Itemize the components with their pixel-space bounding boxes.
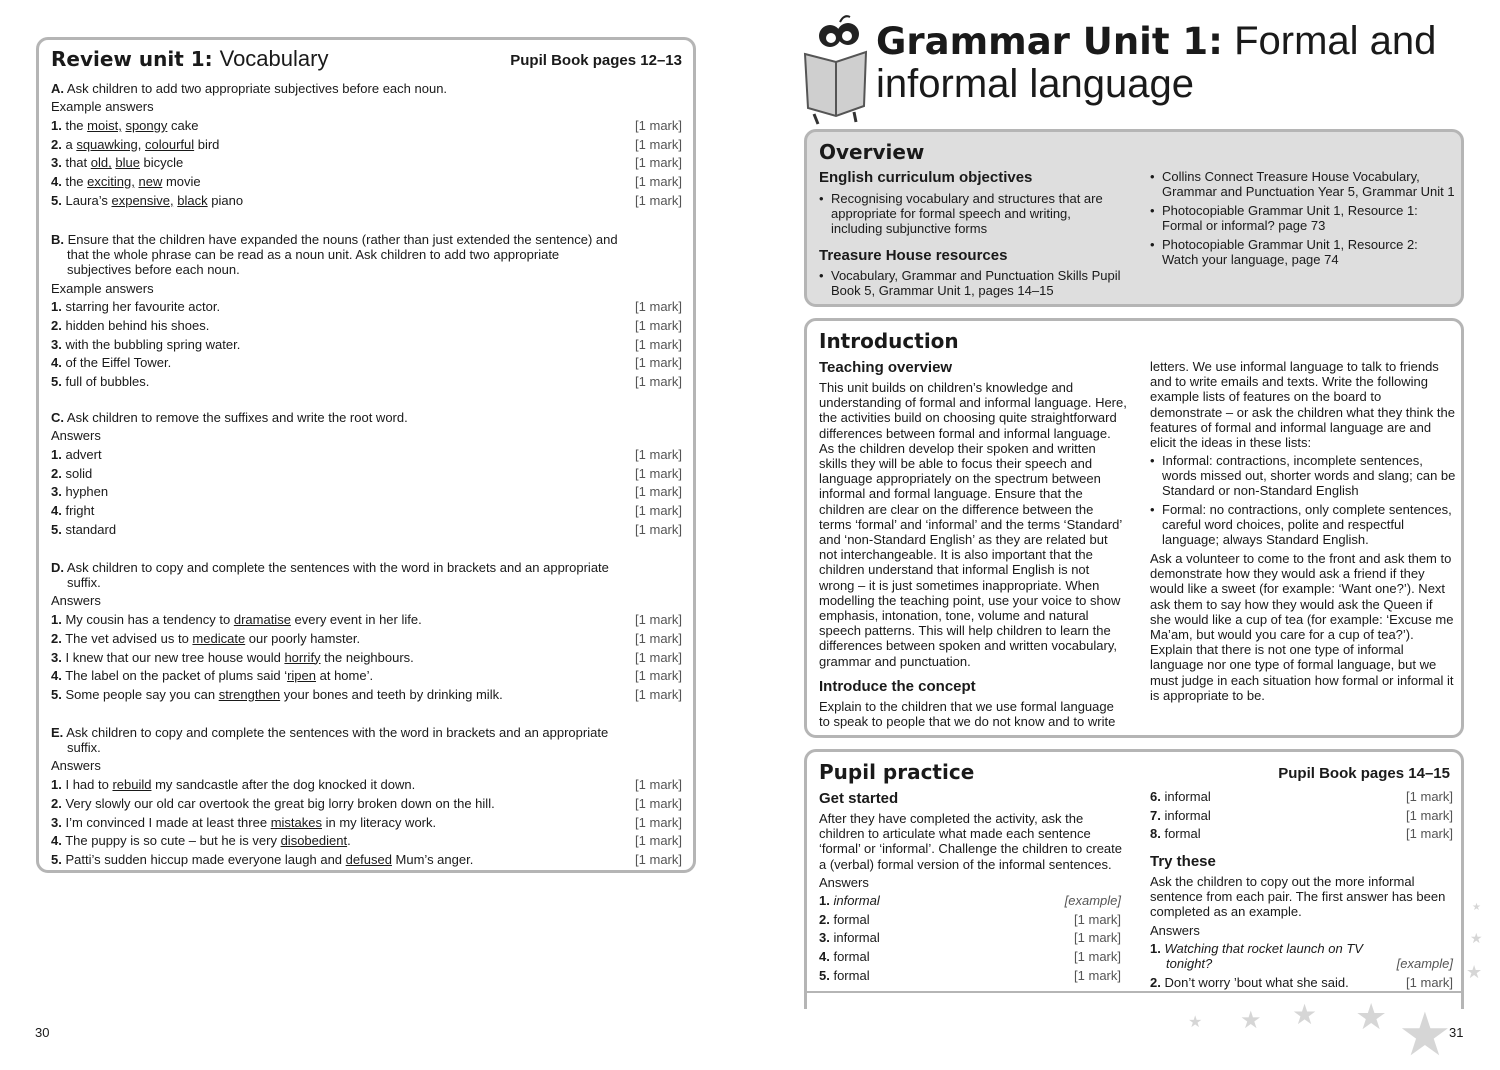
mark-label: [1 mark]: [1406, 826, 1453, 842]
answer-row: 1. advert: [51, 446, 102, 462]
mark-label: [1 mark]: [635, 465, 682, 481]
mark-label: [1 mark]: [635, 686, 682, 702]
answer-row: 4. The label on the packet of plums said ‘ripen at home’.: [51, 668, 374, 684]
practice-answer-row: 4. formal: [819, 949, 870, 965]
answer-row: 3. with the bubbling spring water.: [51, 336, 241, 352]
practice-answer-row: 1. informal: [819, 893, 880, 908]
answer-row: 1. starring her favourite actor.: [51, 299, 221, 315]
mark-label: [1 mark]: [1406, 789, 1453, 804]
answer-row: 2. solid: [51, 465, 93, 481]
review-pages: Pupil Book pages 12–13: [510, 52, 682, 69]
answer-row: 4. the exciting, new movie: [51, 174, 201, 189]
mark-label: [1 mark]: [635, 814, 682, 830]
mark-label: [1 mark]: [635, 136, 682, 152]
try-answers-label: Answers: [1150, 923, 1200, 938]
answer-row: 2. a squawking, colourful bird: [51, 136, 220, 152]
answer-row: 4. The puppy is so cute – but he is very disobedient.: [51, 833, 351, 849]
intro-right-text-2: Ask a volunteer to come to the front and ask them to demonstrate how they would ask a friend if they would like a sweet (for example: ‘Want one?’). Next ask them to say how they would ask the Queen if she would like a cup of tea (for example: ‘Excuse me Ma’am, but would you care for a cup of tea?’). Explain that there is not one type of informal language nor one type of formal language, but we must judge in each situation how formal or informal it is appropriate to be.: [1150, 551, 1454, 703]
resource-bullet-1: • Collins Connect Treasure House Vocabulary, Grammar and Punctuation Year 5, Grammar Unit 1: [1150, 169, 1455, 199]
page-number-left: 30: [35, 1025, 50, 1040]
resource-bullet-2: • Photocopiable Grammar Unit 1, Resource 1: Formal or informal? page 73: [1150, 203, 1455, 233]
objective-item: • Recognising vocabulary and structures that are appropriate for formal speech and writing, including subjunctive forms: [819, 191, 1119, 237]
pupil-practice-box: [804, 749, 1464, 1009]
mark-label: [1 mark]: [635, 355, 682, 371]
introduce-concept-text: Explain to the children that we use formal language to speak to people that we do not know and to write: [819, 699, 1116, 730]
mark-label: [1 mark]: [1406, 807, 1453, 823]
mark-label: [1 mark]: [1406, 975, 1453, 990]
get-started-text: After they have completed the activity, ask the children to articulate what made each sentence ‘formal’ or ‘informal’. Challenge the children to create a (verbal) formal version of the informal sentences.: [819, 811, 1122, 872]
introduce-concept-heading: Introduce the concept: [819, 678, 976, 695]
practice-answer-row: 2. formal: [819, 911, 870, 927]
mark-label: [1 mark]: [635, 777, 682, 793]
mark-label: [1 mark]: [635, 446, 682, 462]
mark-label: [1 mark]: [1074, 930, 1121, 946]
answers-label: Example answers: [51, 99, 154, 115]
star-icon: ★: [1472, 902, 1481, 913]
try-answer-row: 2. Don’t worry ’bout what she said.: [1150, 975, 1349, 990]
answer-row: 5. full of bubbles.: [51, 374, 150, 390]
formal-features-bullet: • Formal: no contractions, only complete sentences, careful word choices, polite and respectful language; always Standard English.: [1150, 502, 1457, 548]
introduction-box: [804, 318, 1464, 738]
page-number-right: 31: [1449, 1025, 1464, 1040]
answer-row: 3. that old, blue bicycle: [51, 155, 184, 171]
answer-row: 1. I had to rebuild my sandcastle after the dog knocked it down.: [51, 777, 416, 793]
answer-row: 3. I’m convinced I made at least three mistakes in my literacy work.: [51, 814, 437, 830]
answer-row: 2. hidden behind his shoes.: [51, 318, 210, 333]
practice-answer-row: 3. informal: [819, 930, 880, 946]
answer-row: 5. Some people say you can strengthen your bones and teeth by drinking milk.: [51, 686, 503, 702]
mark-label: [1 mark]: [635, 503, 682, 518]
mark-label: [1 mark]: [635, 851, 682, 867]
instruction-a: A. Ask children to add two appropriate subjectives before each noun.: [51, 81, 448, 96]
answers-label: Answers: [819, 875, 869, 890]
page-cut-line: [804, 991, 1464, 993]
answer-row: 5. standard: [51, 521, 117, 537]
pupil-practice-pages: Pupil Book pages 14–15: [1278, 765, 1450, 782]
star-icon: ★: [1355, 996, 1388, 1037]
mark-label: [1 mark]: [635, 318, 682, 333]
try-these-heading: Try these: [1150, 853, 1216, 870]
mark-label: [1 mark]: [635, 668, 682, 684]
objectives-heading: English curriculum objectives: [819, 169, 1033, 186]
mark-label: [1 mark]: [635, 795, 682, 811]
mark-label: [example]: [1396, 956, 1453, 971]
star-icon: ★: [1188, 1014, 1203, 1031]
reading-mascot-icon: [800, 14, 872, 126]
mark-label: [1 mark]: [635, 155, 682, 171]
answer-row: 1. the moist, spongy cake: [51, 117, 199, 133]
star-icon: ★: [1470, 930, 1483, 946]
answers-label: Example answers: [51, 280, 154, 296]
answers-label: Answers: [51, 428, 101, 444]
try-these-text: Ask the children to copy out the more informal sentence from each pair. The first answer has been completed as an example.: [1150, 874, 1446, 920]
mark-label: [1 mark]: [1074, 967, 1121, 983]
intro-right-text-1: letters. We use informal language to talk to friends and to write emails and texts. Write the following example lists of features on the board to demonstrate – or ask the children what they think the features of formal and informal language are and elicit the ideas in these lists:: [1150, 359, 1455, 451]
resources-heading: Treasure House resources: [819, 247, 1008, 264]
review-title: Review unit 1: Vocabulary: [51, 46, 329, 71]
overview-box: [804, 129, 1464, 307]
star-icon: ★: [1398, 1001, 1452, 1068]
mark-label: [1 mark]: [635, 833, 682, 849]
mark-label: [example]: [1064, 893, 1121, 908]
teaching-overview-text: This unit builds on children’s knowledge and understanding of formal and informal language. Here, the activities build on choosing quite straightforward differences between formal and informal language. As the children develop their spoken and written skills they will be able to focus their speech and language appropriately on the spectrum between informal and formal language. Ensure that the children are clear on the difference between the terms ‘formal’ and ‘informal’ and the terms ‘Standard’ and ‘non-Standard English’ as they are related but not interchangeable. It is also important that the children understand that informal English is not wrong – it is just sometimes inappropriate. When modelling the teaching point, use your voice to show emphasis, intonation, tone, volume and natural speech patterns. This will help children to learn the differences between spoken and written vocabulary, grammar and punctuation.: [819, 380, 1127, 669]
answer-row: 3. I knew that our new tree house would horrify the neighbours.: [51, 649, 414, 665]
overview-heading: Overview: [819, 140, 925, 164]
pupil-practice-heading: Pupil practice: [819, 760, 975, 784]
instruction-c: C. Ask children to remove the suffixes and write the root word.: [51, 410, 408, 425]
instruction-d: D. Ask children to copy and complete the sentences with the word in brackets and an appropriate suffix.: [51, 560, 609, 591]
practice-answer-row: 6. informal: [1150, 789, 1211, 804]
instruction-b: B. Ensure that the children have expanded the nouns (rather than just extended the sentence) and that the whole phrase can be read as a noun unit. Ask children to add two appropriate subjectives before each noun.: [51, 232, 618, 278]
mark-label: [1 mark]: [635, 192, 682, 208]
answers-label: Answers: [51, 593, 101, 609]
mark-label: [1 mark]: [635, 649, 682, 665]
practice-answer-row: 5. formal: [819, 967, 870, 983]
mark-label: [1 mark]: [1074, 949, 1121, 965]
answer-row: 3. hyphen: [51, 484, 109, 500]
answer-row: 1. My cousin has a tendency to dramatise every event in her life.: [51, 612, 422, 628]
review-unit-box: [36, 37, 696, 873]
mark-label: [1 mark]: [1074, 911, 1121, 927]
practice-answer-row: 7. informal: [1150, 807, 1211, 823]
mark-label: [1 mark]: [635, 299, 682, 315]
answer-row: 5. Patti’s sudden hiccup made everyone laugh and defused Mum’s anger.: [51, 851, 474, 867]
instruction-e: E. Ask children to copy and complete the sentences with the word in brackets and an appropriate suffix.: [51, 725, 609, 756]
answer-row: 4. fright: [51, 503, 95, 518]
star-icon: ★: [1466, 962, 1483, 982]
mark-label: [1 mark]: [635, 484, 682, 500]
answer-row: 5. Laura’s expensive, black piano: [51, 192, 244, 208]
informal-features-bullet: • Informal: contractions, incomplete sentences, words missed out, shorter words and slang; can be Standard or non-Standard English: [1150, 453, 1457, 499]
mark-label: [1 mark]: [635, 521, 682, 537]
practice-answer-row: 8. formal: [1150, 826, 1201, 842]
mark-label: [1 mark]: [635, 374, 682, 390]
resource-item: • Vocabulary, Grammar and Punctuation Skills Pupil Book 5, Grammar Unit 1, pages 14–15: [819, 268, 1129, 298]
mark-label: [1 mark]: [635, 612, 682, 628]
grammar-title: Grammar Unit 1: Formal and informal language: [876, 19, 1437, 106]
answer-row: 2. Very slowly our old car overtook the great big lorry broken down on the hill.: [51, 795, 495, 811]
resource-bullet-3: • Photocopiable Grammar Unit 1, Resource 2: Watch your language, page 74: [1150, 237, 1455, 267]
mark-label: [1 mark]: [635, 336, 682, 352]
star-icon: ★: [1240, 1007, 1262, 1034]
star-icon: ★: [1292, 999, 1318, 1030]
answer-row: 4. of the Eiffel Tower.: [51, 355, 172, 371]
mark-label: [1 mark]: [635, 174, 682, 189]
mark-label: [1 mark]: [635, 117, 682, 133]
introduction-heading: Introduction: [819, 329, 959, 353]
answers-label: Answers: [51, 758, 101, 774]
mark-label: [1 mark]: [635, 630, 682, 646]
teaching-overview-heading: Teaching overview: [819, 359, 953, 376]
answer-row: 2. The vet advised us to medicate our poorly hamster.: [51, 630, 361, 646]
get-started-heading: Get started: [819, 790, 899, 807]
try-answer-row: 1. Watching that rocket launch on TV tonight?: [1150, 941, 1363, 972]
